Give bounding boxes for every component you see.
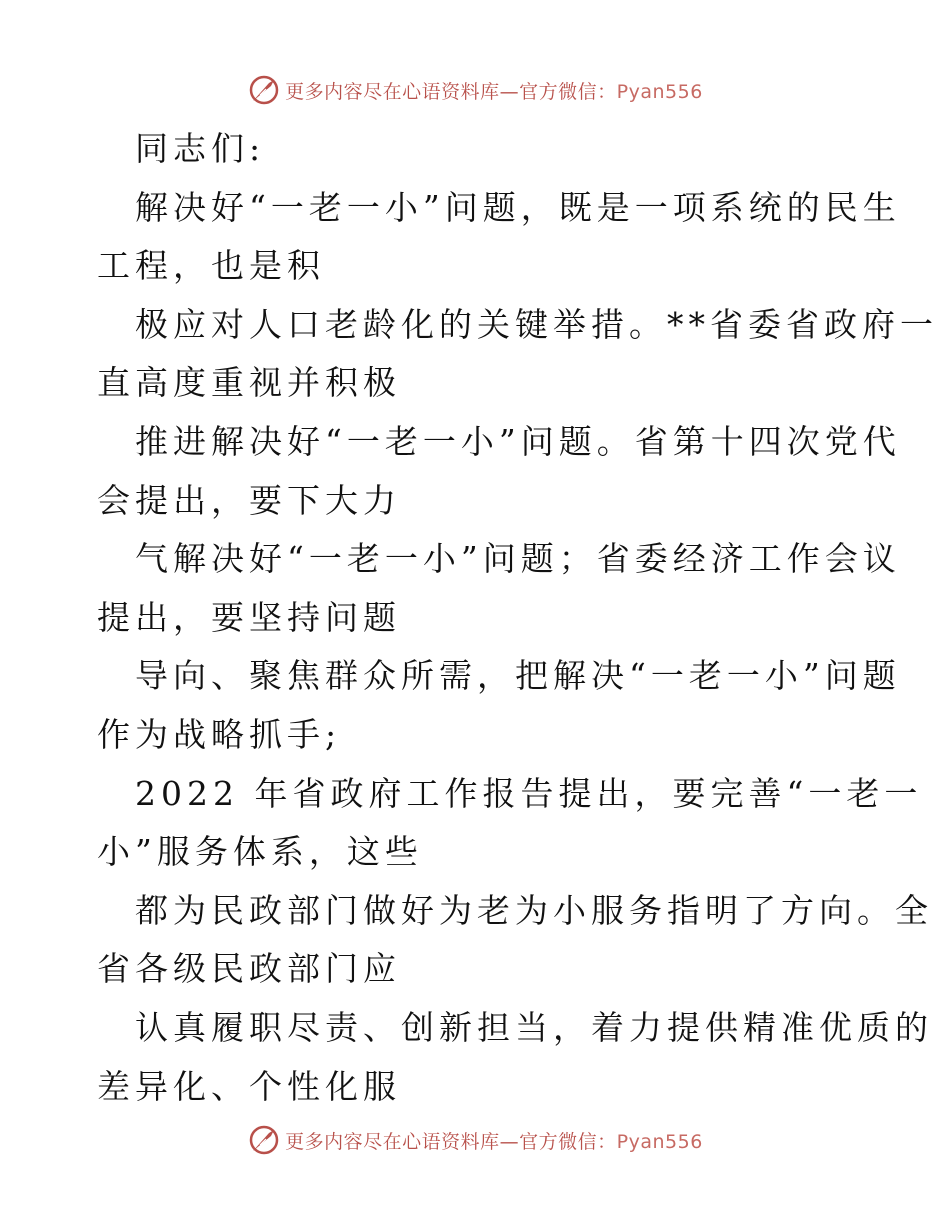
document-line: 都为民政部门做好为老为小服务指明了方向。全 (135, 890, 933, 930)
document-line: 导向、聚焦群众所需，把解决“一老一小”问题 (135, 656, 901, 696)
document-line: 极应对人口老龄化的关键举措。**省委省政府一 (135, 304, 938, 344)
document-line: 推进解决好“一老一小”问题。省第十四次党代 (135, 421, 901, 461)
header-watermark (0, 70, 950, 110)
watermark-handle: Pyan556 (616, 80, 703, 103)
footer-watermark (0, 1120, 950, 1160)
document-line: 小”服务体系，这些 (97, 832, 423, 872)
quill-pen-logo-icon (247, 1123, 281, 1157)
document-line: 差异化、个性化服 (97, 1066, 401, 1106)
quill-pen-logo-icon (247, 73, 281, 107)
document-line: 提出，要坚持问题 (97, 597, 401, 637)
watermark-text: 更多内容尽在心语资料库—官方微信：Pyan556 (285, 1130, 703, 1153)
document-line: 认真履职尽责、创新担当，着力提供精准优质的 (135, 1007, 933, 1047)
document-body (97, 120, 938, 1116)
document-line: 解决好“一老一小”问题，既是一项系统的民生 (135, 187, 901, 227)
document-line: 会提出，要下大力 (97, 480, 401, 520)
document-line: 同志们: (135, 129, 266, 168)
watermark-handle: Pyan556 (616, 1130, 703, 1153)
watermark-text: 更多内容尽在心语资料库—官方微信：Pyan556 (285, 80, 703, 103)
document-line: 2022 年省政府工作报告提出，要完善“一老一 (135, 773, 923, 813)
document-line: 作为战略抓手; (97, 714, 342, 754)
document-line: 省各级民政部门应 (97, 949, 401, 989)
document-line: 工程，也是积 (97, 246, 325, 286)
document-line: 直高度重视并积极 (97, 363, 401, 403)
document-line: 气解决好“一老一小”问题；省委经济工作会议 (135, 539, 901, 579)
